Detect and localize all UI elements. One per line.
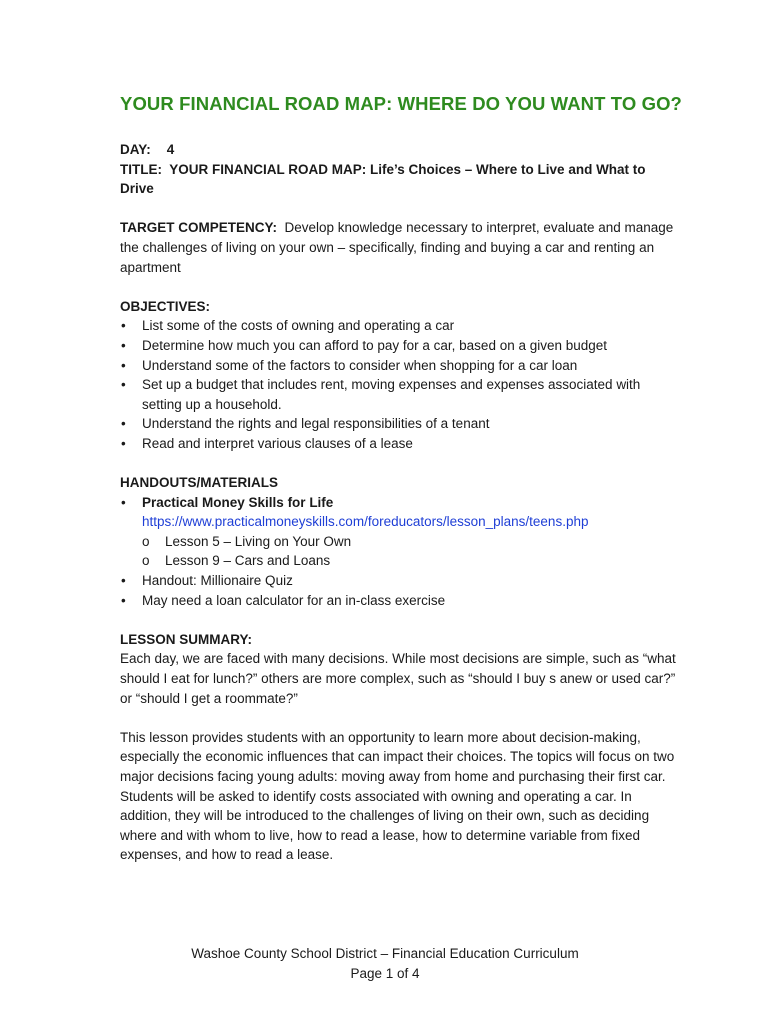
target-competency (120, 218, 680, 277)
page-number: Page 1 of 4 (350, 965, 420, 981)
page-footer (0, 944, 770, 983)
materials-heading: HANDOUTS/MATERIALS (120, 475, 278, 491)
day-value: 4 (166, 142, 175, 157)
objective-item: • Determine how much you can afford to pay for a car, based on a given budget (120, 336, 680, 356)
summary-heading: LESSON SUMMARY: (120, 631, 253, 647)
resource-link[interactable]: https://www.practicalmoneyskills.com/foreducators/lesson_plans/teens.php (142, 514, 589, 530)
document-body (120, 140, 680, 865)
summary-paragraph: Each day, we are faced with many decisions. While most decisions are simple, such as “what should I eat for lunch?” others are more complex, such as “should I buy s anew or used car?” or “should I get a roommate?” (120, 651, 676, 706)
objective-item: • Understand the rights and legal responsibilities of a tenant (120, 414, 680, 434)
target-text: Develop knowledge necessary to interpret, evaluate and manage the challenges of living on your own – specifically, finding and buying a car and renting an apartment (120, 220, 674, 275)
objective-item: • List some of the costs of owning and operating a car (120, 316, 680, 336)
lesson-title: YOUR FINANCIAL ROAD MAP: Life’s Choices – Where to Live and What to Drive (120, 161, 646, 197)
day-line (120, 140, 680, 160)
objective-item: • Set up a budget that includes rent, moving expenses and expenses associated with setting up a household. (120, 375, 680, 414)
materials-item (120, 493, 680, 571)
materials-item: • Handout: Millionaire Quiz (120, 571, 680, 591)
materials-list (120, 493, 680, 611)
day-label: DAY: (120, 142, 151, 157)
lesson-item: o Lesson 9 – Cars and Loans (142, 551, 680, 571)
resource-name: • Practical Money Skills for Life (142, 494, 334, 510)
document-title: YOUR FINANCIAL ROAD MAP: WHERE DO YOU WANT TO GO? (120, 93, 682, 114)
lesson-item: o Lesson 5 – Living on Your Own (142, 532, 680, 552)
materials-item: • May need a loan calculator for an in-class exercise (120, 591, 680, 611)
objective-item: • Read and interpret various clauses of a lease (120, 434, 680, 454)
objectives-heading: OBJECTIVES: (120, 298, 211, 314)
title-label: TITLE: (120, 161, 162, 177)
title-line (120, 160, 680, 199)
lesson-sublist (142, 532, 680, 571)
footer-org-line: Washoe County School District – Financial Education Curriculum (191, 946, 579, 961)
objective-item: • Understand some of the factors to consider when shopping for a car loan (120, 356, 680, 376)
target-label: TARGET COMPETENCY: (120, 220, 277, 236)
objectives-list (120, 316, 680, 453)
summary-paragraph: This lesson provides students with an opportunity to learn more about decision-making, especially the economic influences that can impact their choices. The topics will focus on two major decisions facing young adults: moving away from home and purchasing their first car. Students will be asked to identify costs associated with owning and operating a car. In addition, they will be introduced to the challenges of living on their own, such as deciding where and with whom to live, how to read a lease, how to determine variable from fixed expenses, and how to read a lease. (120, 729, 675, 863)
